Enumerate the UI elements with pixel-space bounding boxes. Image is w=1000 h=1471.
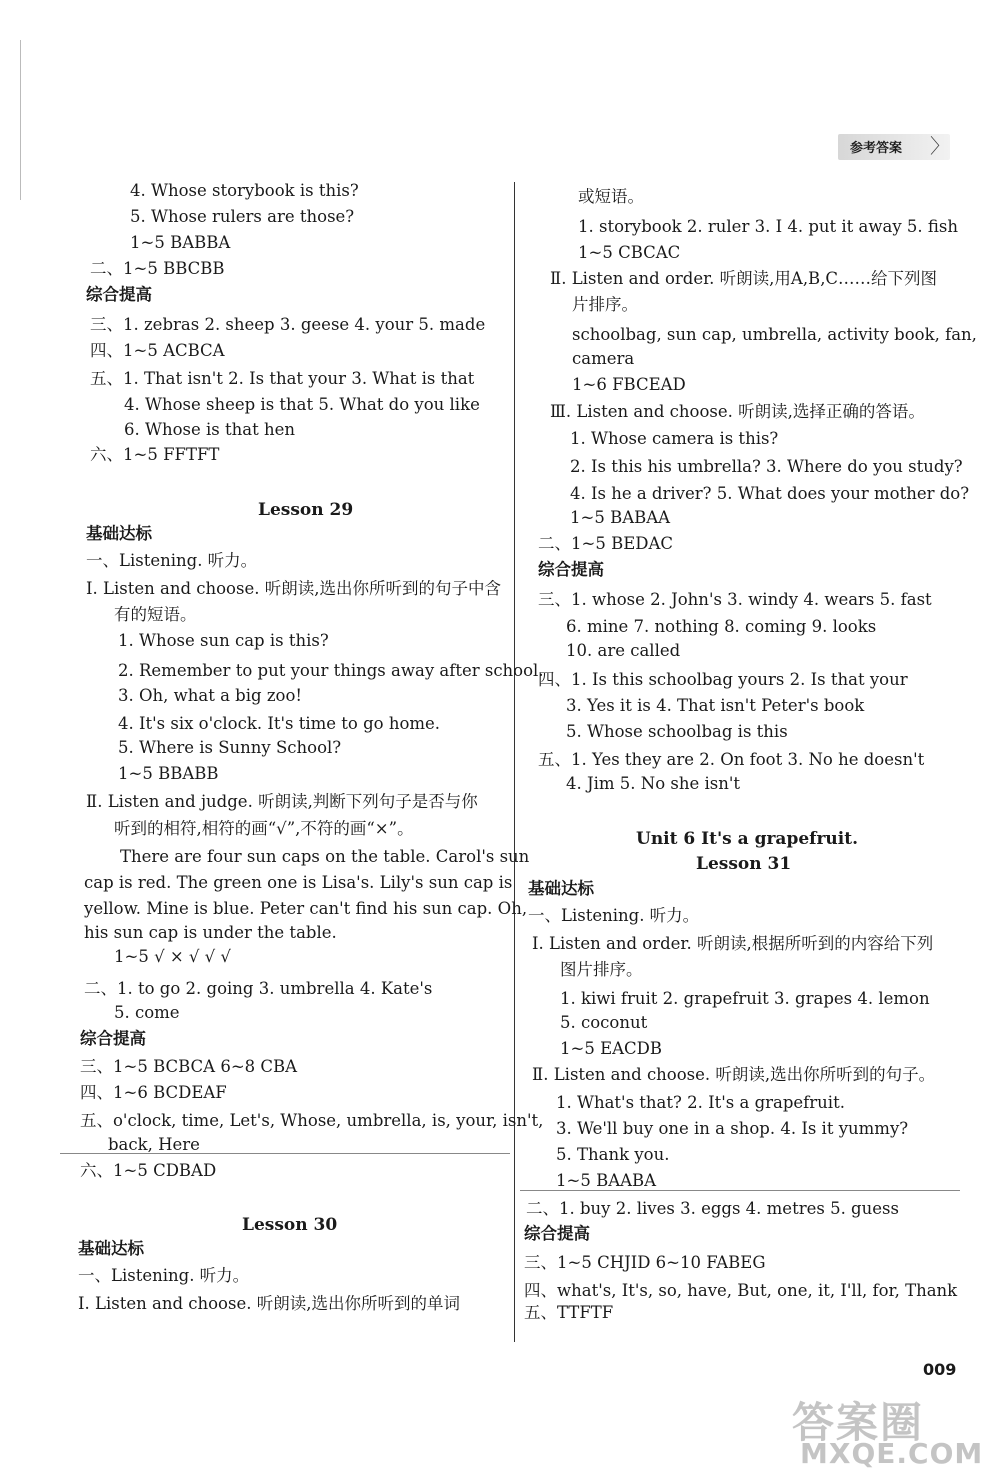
answer-line: 四、1. Is this schoolbag yours 2. Is that your: [538, 670, 908, 689]
answer-line: 4. Whose sheep is that 5. What do you like: [124, 395, 480, 414]
answer-line: 1~5 BAABA: [556, 1171, 657, 1190]
answer-line: 片排序。: [572, 295, 638, 314]
scan-margin-line: [20, 40, 21, 200]
answer-line: 6. mine 7. nothing 8. coming 9. looks: [566, 617, 877, 636]
answer-line: 1~5 √ × √ √ √: [114, 947, 231, 966]
answer-line: camera: [572, 349, 635, 368]
answer-line: 五、TTFTF: [524, 1303, 614, 1322]
answer-line: 听到的相符,相符的画“√”,不符的画“×”。: [114, 819, 414, 838]
answer-line: 五、1. That isn't 2. Is that your 3. What is that: [90, 369, 475, 388]
answer-line: back, Here: [108, 1135, 200, 1154]
answer-line: 一、Listening. 听力。: [78, 1266, 250, 1285]
answer-line: 5. Whose schoolbag is this: [566, 722, 788, 741]
answer-line: 六、1~5 CDBAD: [80, 1161, 217, 1180]
answer-line: 四、what's, It's, so, have, But, one, it, I'll, for, Thank: [524, 1281, 958, 1300]
answer-line: 2. Remember to put your things away after school.: [118, 661, 544, 680]
answer-line: 5. Where is Sunny School?: [118, 738, 342, 757]
answer-line: 5. Thank you.: [556, 1145, 670, 1164]
answer-line: 1~6 FBCEAD: [572, 375, 686, 394]
answer-line: 3. Oh, what a big zoo!: [118, 686, 303, 705]
page-number: 009: [923, 1360, 957, 1379]
answer-line: 六、1~5 FFTFT: [90, 445, 220, 464]
section-heading: Lesson 29: [258, 500, 354, 520]
answer-line: 综合提高: [524, 1224, 590, 1243]
answer-line: 五、o'clock, time, Let's, Whose, umbrella, is, your, isn't,: [80, 1111, 544, 1130]
answer-line: 6. Whose is that hen: [124, 420, 295, 439]
answer-line: There are four sun caps on the table. Carol's sun: [120, 847, 530, 866]
answer-line: Ⅲ. Listen and choose. 听朗读,选择正确的答语。: [550, 402, 925, 421]
answer-line: 1~5 EACDB: [560, 1039, 663, 1058]
answer-line: 5. Whose rulers are those?: [130, 207, 355, 226]
answer-line: 二、1~5 BBCBB: [90, 259, 225, 278]
answer-line: cap is red. The green one is Lisa's. Lily's sun cap is: [84, 873, 513, 892]
answer-line: schoolbag, sun cap, umbrella, activity book, fan,: [572, 325, 977, 344]
answer-line: 三、1~5 CHJID 6~10 FABEG: [524, 1253, 766, 1272]
answer-line: 或短语。: [578, 187, 644, 206]
answer-line: 综合提高: [86, 285, 152, 304]
section-heading: Lesson 31: [696, 854, 792, 874]
answer-line: 二、1. buy 2. lives 3. eggs 4. metres 5. guess: [526, 1199, 899, 1218]
answer-line: 1. Whose sun cap is this?: [118, 631, 329, 650]
answer-line: 1~5 BABBA: [130, 233, 231, 252]
answer-line: 三、1. zebras 2. sheep 3. geese 4. your 5. made: [90, 315, 486, 334]
answer-line: Ⅰ. Listen and choose. 听朗读,选出你所听到的句子中含: [86, 579, 501, 598]
answer-line: 四、1~6 BCDEAF: [80, 1083, 227, 1102]
answer-line: 一、Listening. 听力。: [528, 906, 700, 925]
answer-line: 基础达标: [86, 524, 152, 543]
answer-line: 二、1. to go 2. going 3. umbrella 4. Kate's: [84, 979, 433, 998]
answer-line: 1. kiwi fruit 2. grapefruit 3. grapes 4. lemon: [560, 989, 930, 1008]
answer-line: 基础达标: [528, 879, 594, 898]
answer-line: 基础达标: [78, 1239, 144, 1258]
header-tag: 参考答案: [850, 141, 903, 156]
answer-line: 4. Jim 5. No she isn't: [566, 774, 741, 793]
answer-line: Ⅰ. Listen and order. 听朗读,根据所听到的内容给下列: [532, 934, 934, 953]
answer-line: his sun cap is under the table.: [84, 923, 337, 942]
column-divider: [514, 182, 515, 1342]
answer-line: yellow. Mine is blue. Peter can't find his sun cap. Oh,: [84, 899, 528, 918]
answer-line: 3. We'll buy one in a shop. 4. Is it yummy?: [556, 1119, 909, 1138]
answer-line: 图片排序。: [560, 960, 643, 979]
section-heading: Unit 6 It's a grapefruit.: [636, 829, 859, 849]
watermark-url: MXQE.COM: [800, 1437, 984, 1470]
answer-line: 五、1. Yes they are 2. On foot 3. No he doesn't: [538, 750, 925, 769]
answer-line: 1~5 CBCAC: [578, 243, 681, 262]
answer-line: 10. are called: [566, 641, 681, 660]
answer-line: 1. What's that? 2. It's a grapefruit.: [556, 1093, 845, 1112]
answer-line: 综合提高: [538, 560, 604, 579]
answer-line: 4. Whose storybook is this?: [130, 181, 359, 200]
answer-line: 4. It's six o'clock. It's time to go home.: [118, 714, 441, 733]
answer-line: 一、Listening. 听力。: [86, 551, 258, 570]
answer-line: 1~5 BBABB: [118, 764, 219, 783]
answer-line: 5. coconut: [560, 1013, 648, 1032]
watermark-logo: 答案圈: [792, 1398, 925, 1447]
answer-line: 4. Is he a driver? 5. What does your mother do?: [570, 484, 970, 503]
section-heading: Lesson 30: [242, 1215, 338, 1235]
chevron-right-icon: 〉: [930, 134, 950, 158]
answer-line: 2. Is this his umbrella? 3. Where do you study?: [570, 457, 963, 476]
answer-line: 三、1. whose 2. John's 3. windy 4. wears 5. fast: [538, 590, 932, 609]
answer-line: 综合提高: [80, 1029, 146, 1048]
answer-line: Ⅱ. Listen and judge. 听朗读,判断下列句子是否与你: [86, 792, 478, 811]
answer-line: 3. Yes it is 4. That isn't Peter's book: [566, 696, 865, 715]
answer-line: 三、1~5 BCBCA 6~8 CBA: [80, 1057, 298, 1076]
answer-line: 有的短语。: [114, 605, 197, 624]
answer-line: Ⅱ. Listen and order. 听朗读,用A,B,C……给下列图: [550, 269, 938, 288]
answer-line: Ⅰ. Listen and choose. 听朗读,选出你所听到的单词: [78, 1294, 460, 1313]
answer-line: 1. storybook 2. ruler 3. I 4. put it away 5. fish: [578, 217, 958, 236]
answer-line: 二、1~5 BEDAC: [538, 534, 674, 553]
answer-line: 1~5 BABAA: [570, 508, 671, 527]
answer-line: 四、1~5 ACBCA: [90, 341, 225, 360]
answer-line: 5. come: [114, 1003, 180, 1022]
answer-line: Ⅱ. Listen and choose. 听朗读,选出你所听到的句子。: [532, 1065, 936, 1084]
answer-line: 1. Whose camera is this?: [570, 429, 779, 448]
